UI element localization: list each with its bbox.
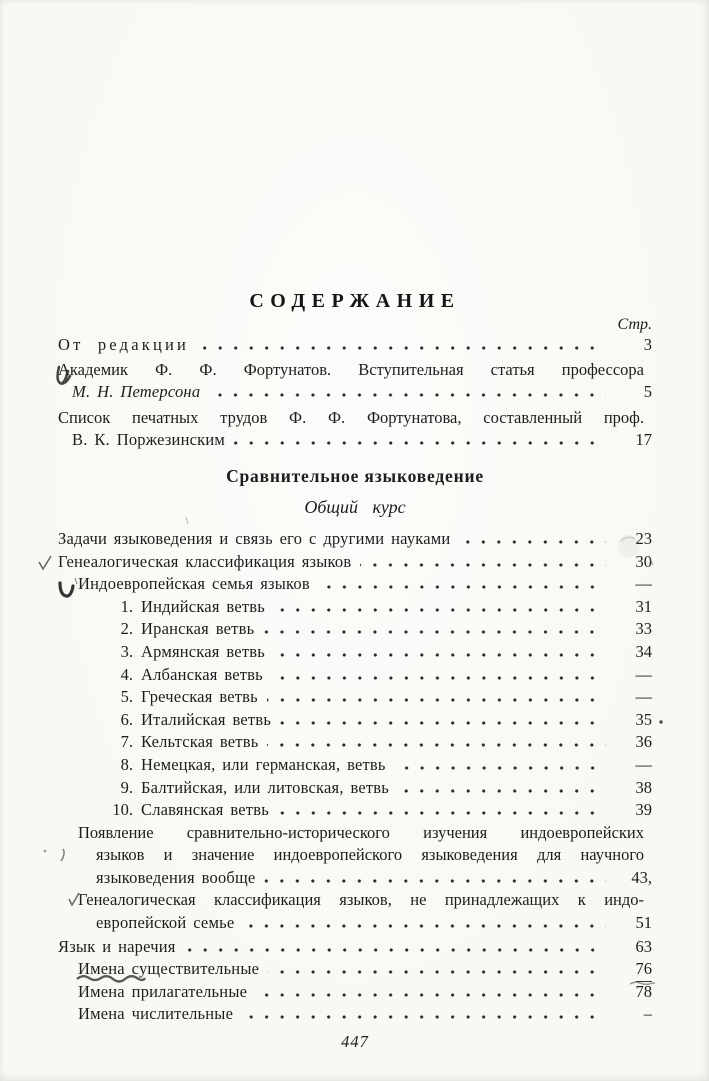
dot-leader	[398, 789, 606, 793]
underlined-page-number: 76	[636, 958, 653, 982]
dot-leader	[274, 653, 606, 657]
toc-entry	[58, 1003, 652, 1026]
page-title: СОДЕРЖАНИЕ	[249, 290, 461, 312]
toc-entry-line	[58, 844, 652, 867]
toc-entry-numbered	[58, 618, 652, 641]
dot-leader	[278, 811, 606, 815]
dot-leader	[272, 676, 606, 680]
dot-leader	[185, 948, 606, 952]
toc-entry-numbered	[58, 799, 652, 822]
entry-page: —	[635, 754, 652, 774]
entry-number: 9.	[120, 777, 133, 797]
dot-leader	[360, 563, 606, 567]
entry-label: Генеалогическая классификация языков	[58, 551, 352, 571]
dot-leader	[264, 879, 606, 883]
entry-label: языков и значение индоевропейского языковедения для научного	[96, 845, 644, 865]
toc-entry	[58, 981, 652, 1004]
entry-label: Язык и наречия	[58, 936, 176, 956]
entry-label: Список печатных трудов Ф. Ф. Фортунатова, составленный проф.	[58, 407, 644, 427]
entry-page: 3	[643, 335, 652, 354]
toc-entry	[58, 551, 652, 574]
entry-label: Задачи языковедения и связь его с другими науками	[58, 528, 451, 548]
dot-leader	[267, 743, 606, 747]
entry-label: Балтийская, или литовская, ветвь	[141, 777, 390, 797]
dot-leader	[274, 608, 606, 612]
entry-page: 31	[635, 596, 652, 616]
dot-leader	[198, 346, 606, 350]
entry-label: Индоевропейская семья языков	[78, 574, 310, 594]
entry-page: 5	[643, 382, 652, 402]
toc-entry	[58, 867, 652, 890]
toc-entry-numbered	[58, 664, 652, 687]
entry-label: языковедения вообще	[96, 867, 256, 887]
toc-entry-numbered	[58, 686, 652, 709]
entry-page: —	[635, 687, 652, 707]
dot-leader	[243, 924, 606, 928]
entry-page: 51	[635, 913, 652, 933]
entry-page: 17	[635, 430, 652, 450]
entry-label: Греческая ветвь	[141, 687, 258, 707]
entry-number: 10.	[112, 800, 133, 820]
entry-number: 2.	[120, 619, 133, 639]
dot-leader	[267, 698, 606, 702]
entry-page: 35	[635, 709, 652, 729]
entry-label: Появление сравнительно-исторического изучения индоевропейских	[78, 822, 644, 842]
toc-entry-line	[58, 822, 652, 845]
entry-label: Академик Ф. Ф. Фортунатов. Вступительная статья профессора	[58, 359, 644, 379]
folio-page-number: 447	[341, 1032, 369, 1052]
entry-page: 34	[635, 641, 652, 661]
entry-number: 3.	[120, 641, 133, 661]
entry-page: 36	[635, 732, 652, 752]
dot-leader	[234, 441, 606, 445]
entry-page: –	[643, 1004, 652, 1024]
toc-entry	[58, 528, 652, 551]
toc-entry-line	[58, 407, 652, 430]
entry-label: М. Н. Петерсона	[72, 382, 201, 402]
entry-label: европейской семье	[96, 913, 235, 933]
entry-label: Генеалогическая классификация языков, не принадлежащих к индо-	[78, 890, 644, 910]
entry-label: В. К. Поржезинским	[72, 430, 226, 450]
entry-page: 63	[635, 936, 652, 956]
entry-page: 39	[635, 800, 652, 820]
entry-page: 38	[635, 777, 652, 797]
section-heading: Сравнительное языковедение	[226, 465, 484, 486]
toc-entry-line	[58, 359, 652, 382]
toc-entry	[58, 429, 652, 452]
entry-number: 7.	[120, 732, 133, 752]
entry-page: 33	[635, 619, 652, 639]
entry-page	[612, 958, 652, 982]
pencil-dot-left-margin	[44, 850, 47, 853]
toc-entry-numbered	[58, 641, 652, 664]
dot-leader	[459, 540, 606, 544]
entry-label: Имена существительные	[78, 959, 260, 979]
dot-leader	[256, 993, 606, 997]
entry-page: 30	[635, 551, 652, 571]
entry-page: 23	[635, 528, 652, 548]
entry-page: 78	[635, 981, 652, 1001]
entry-page: —	[635, 664, 652, 684]
entry-label: Кельтская ветвь	[141, 732, 259, 752]
dot-leader	[209, 393, 606, 397]
toc-entry-numbered	[58, 709, 652, 732]
dot-leader	[268, 970, 606, 974]
entry-label: Албанская ветвь	[141, 664, 263, 684]
subsection-heading: Общий курс	[304, 496, 406, 517]
entry-label: Имена числительные	[78, 1004, 234, 1024]
toc-entry	[58, 912, 652, 935]
toc-entry-numbered	[58, 596, 652, 619]
page-column-header-label: Стр.	[617, 316, 652, 333]
page-column-header	[58, 316, 652, 334]
entry-label: Армянская ветвь	[141, 641, 265, 661]
dot-leader	[395, 766, 606, 770]
dot-leader	[280, 721, 606, 725]
entry-label: Иранская ветвь	[141, 619, 255, 639]
entry-label: Имена прилагательные	[78, 981, 248, 1001]
dot-leader	[242, 1015, 606, 1019]
entry-number: 6.	[120, 709, 133, 729]
entry-label: Италийская ветвь	[141, 709, 272, 729]
table-of-contents	[58, 334, 652, 1026]
entry-number: 5.	[120, 687, 133, 707]
toc-entry	[58, 334, 652, 357]
toc-entry-numbered	[58, 731, 652, 754]
entry-number: 4.	[120, 664, 133, 684]
entry-number: 8.	[120, 754, 133, 774]
dot-leader	[319, 585, 606, 589]
entry-page: 43,	[631, 867, 652, 887]
toc-entry-numbered	[58, 754, 652, 777]
entry-page: —	[635, 574, 652, 594]
dot-leader	[263, 630, 606, 634]
entry-label: Славянская ветвь	[141, 800, 269, 820]
entry-label: От редакции	[58, 335, 190, 354]
pencil-dot-page-35	[659, 720, 662, 723]
toc-entry	[58, 958, 652, 981]
toc-entry	[58, 936, 652, 959]
entry-number: 1.	[120, 596, 133, 616]
toc-entry	[58, 381, 652, 404]
pencil-check-genealogicheskaya	[39, 556, 51, 569]
toc-entry	[58, 573, 652, 596]
toc-entry-numbered	[58, 777, 652, 800]
entry-label: Немецкая, или германская, ветвь	[141, 754, 386, 774]
entry-label: Индийская ветвь	[141, 596, 265, 616]
toc-entry-line	[58, 889, 652, 912]
